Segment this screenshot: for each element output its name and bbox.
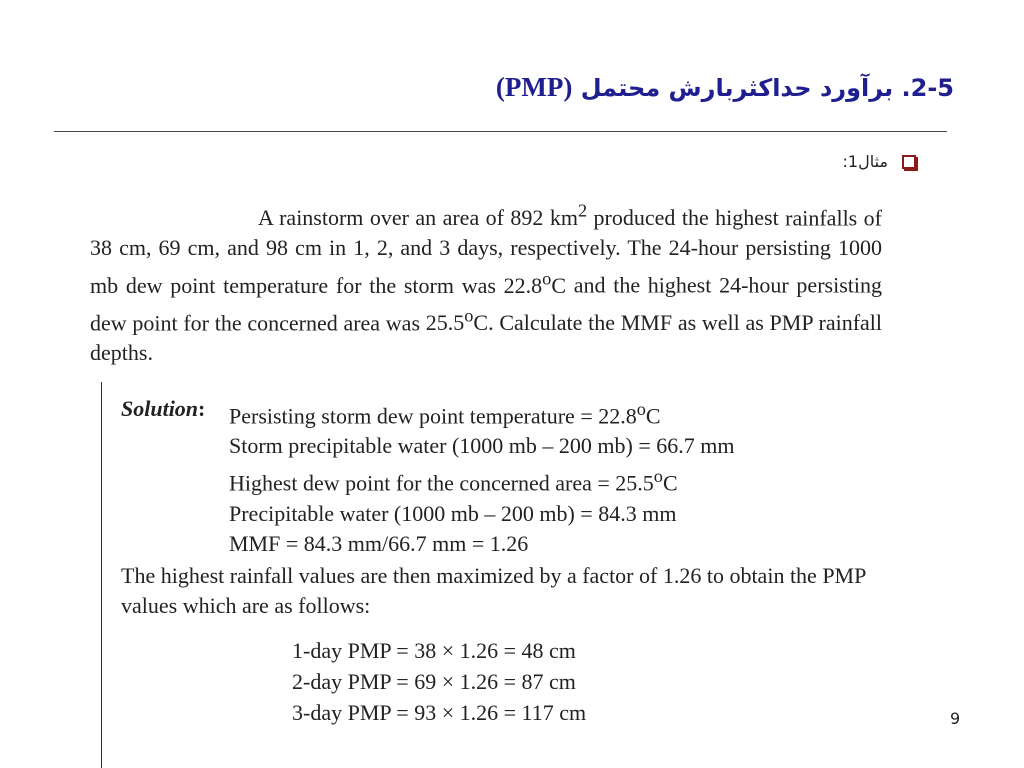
solution-line [229, 431, 734, 461]
solution-line [229, 529, 528, 559]
solution-indent [121, 431, 229, 461]
problem-line-5-degree: o [464, 305, 474, 326]
solution-label-colon: : [198, 396, 206, 421]
solution-row [121, 394, 734, 431]
solution-label-text: Solution [121, 396, 199, 421]
problem-line-5-text: C. Calculate the MMF as well as PMP rainfall depths. [90, 309, 883, 365]
pmp-value-2day: 2-day PMP = 69 × 1.26 = 87 cm [292, 669, 576, 694]
problem-line-5-value: 25.5 [425, 309, 465, 335]
example-heading [843, 152, 916, 171]
solution-line [229, 499, 676, 529]
solution-line-text: Highest dew point for the concerned area = 25.5 [229, 470, 654, 496]
solution-indent [121, 499, 229, 529]
pmp-value-3day: 3-day PMP = 93 × 1.26 = 117 cm [292, 700, 587, 725]
problem-line-4: and the highest 24-hour persisting dew point for the concerned area was [90, 272, 882, 335]
solution-block [121, 394, 734, 559]
solution-paragraph: The highest rainfall values are then maximized by a factor of 1.26 to obtain the PMP values which are as follows: [121, 563, 866, 618]
problem-line-3-degree: o [542, 268, 552, 289]
solution-line-text: Precipitable water (1000 mb – 200 mb) = 84.3 mm [229, 500, 677, 526]
problem-statement [90, 196, 882, 368]
solution-line-text: MMF = 84.3 mm/66.7 mm = 1.26 [229, 530, 529, 556]
square-bullet-icon [902, 155, 916, 169]
solution-unit: C [662, 470, 678, 496]
example-label: مثال1: [842, 152, 888, 171]
problem-km-superscript: 2 [577, 201, 588, 221]
solution-line [229, 394, 661, 431]
solution-indent [121, 461, 229, 498]
problem-line-3-text: 24-hour persisting 1000 mb dew point temperature for the storm was 22.8 [90, 235, 883, 298]
problem-line-1-tail: produced the highest [587, 205, 779, 231]
solution-row [121, 461, 734, 498]
problem-line-2: rainfalls of 38 cm, 69 cm, and 98 cm in 1, 2, and 3 days, respectively. The [90, 205, 882, 261]
solution-row [121, 499, 734, 529]
solution-row [121, 431, 734, 461]
pmp-values [292, 635, 586, 728]
solution-indent [121, 529, 229, 559]
solution-line [229, 461, 678, 498]
page-number: 9 [950, 709, 961, 728]
slide-title [496, 72, 954, 103]
slide-title-text: 2-5. برآورد حداکثربارش محتمل [580, 74, 954, 102]
solution-unit: C [645, 403, 661, 429]
solution-label [121, 394, 229, 431]
solution-line-text: Persisting storm dew point temperature = 22.8 [229, 403, 637, 429]
problem-line-1-text: A rainstorm over an area of 892 km [258, 205, 578, 231]
solution-line-text: Storm precipitable water (1000 mb – 200 mb) = 66.7 mm [229, 433, 735, 459]
solution-vertical-line [101, 382, 102, 768]
pmp-value-1day: 1-day PMP = 38 × 1.26 = 48 cm [292, 638, 576, 663]
solution-row [121, 529, 734, 559]
solution-degree: o [636, 399, 646, 419]
solution-degree: o [653, 466, 663, 487]
slide-title-pmp: (PMP) [495, 72, 573, 102]
title-divider [54, 131, 947, 132]
problem-line-1 [258, 201, 779, 231]
problem-line-3-unit: C [551, 272, 566, 298]
